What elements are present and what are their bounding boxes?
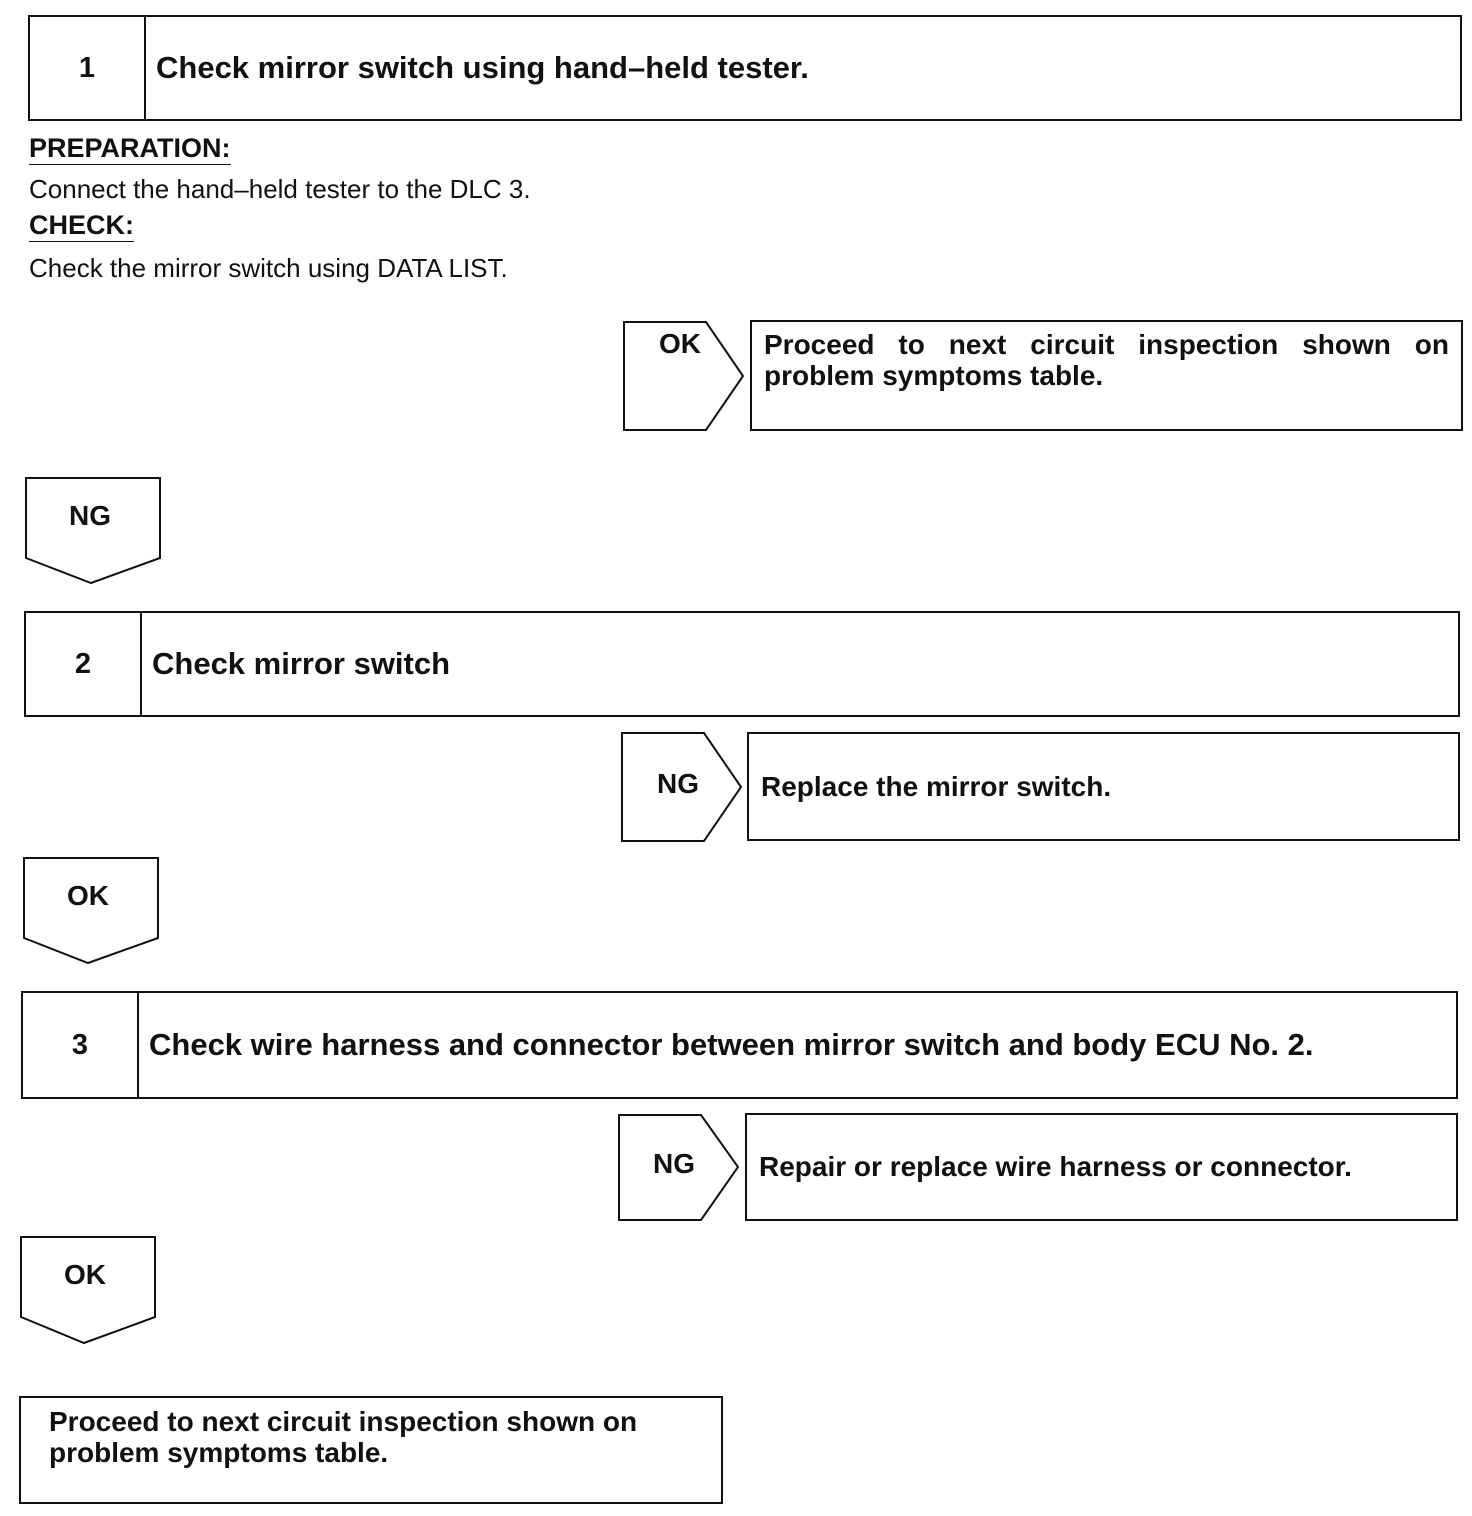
step-2-ng-action: Replace the mirror switch.: [747, 732, 1460, 841]
step-title: Check mirror switch using hand–held tester.: [156, 50, 809, 85]
preparation-heading: PREPARATION:: [29, 134, 231, 165]
check-text: Check the mirror switch using DATA LIST.: [29, 253, 508, 283]
step-title: Check wire harness and connector between mirror switch and body ECU No. 2.: [149, 1027, 1314, 1062]
check-heading: CHECK:: [29, 211, 134, 242]
step-1-ok-action: Proceed to next circuit inspection shown on problem symptoms table.: [750, 320, 1463, 431]
branch-label: NG: [653, 1148, 695, 1179]
preparation-section: [29, 134, 231, 165]
step-number: 3: [23, 993, 139, 1097]
step-3-ng-action: Repair or replace wire harness or connector.: [745, 1113, 1458, 1221]
step-number: 1: [30, 17, 146, 119]
check-section: [29, 211, 134, 242]
step-1-box: [28, 15, 1462, 121]
step-2-box: [24, 611, 1460, 717]
down-arrow-label: NG: [69, 500, 111, 531]
branch-label: OK: [659, 328, 701, 359]
down-arrow-label: OK: [64, 1259, 106, 1290]
down-arrow-label: OK: [67, 880, 109, 911]
step-3-box: [21, 991, 1458, 1099]
step-number: 2: [26, 613, 142, 715]
branch-label: NG: [657, 768, 699, 799]
down-arrow-ok-3: [19, 1235, 159, 1347]
final-action: Proceed to next circuit inspection shown on problem symptoms table.: [19, 1396, 723, 1504]
step-title: Check mirror switch: [152, 646, 451, 681]
preparation-text: Connect the hand–held tester to the DLC 3.: [29, 174, 531, 204]
